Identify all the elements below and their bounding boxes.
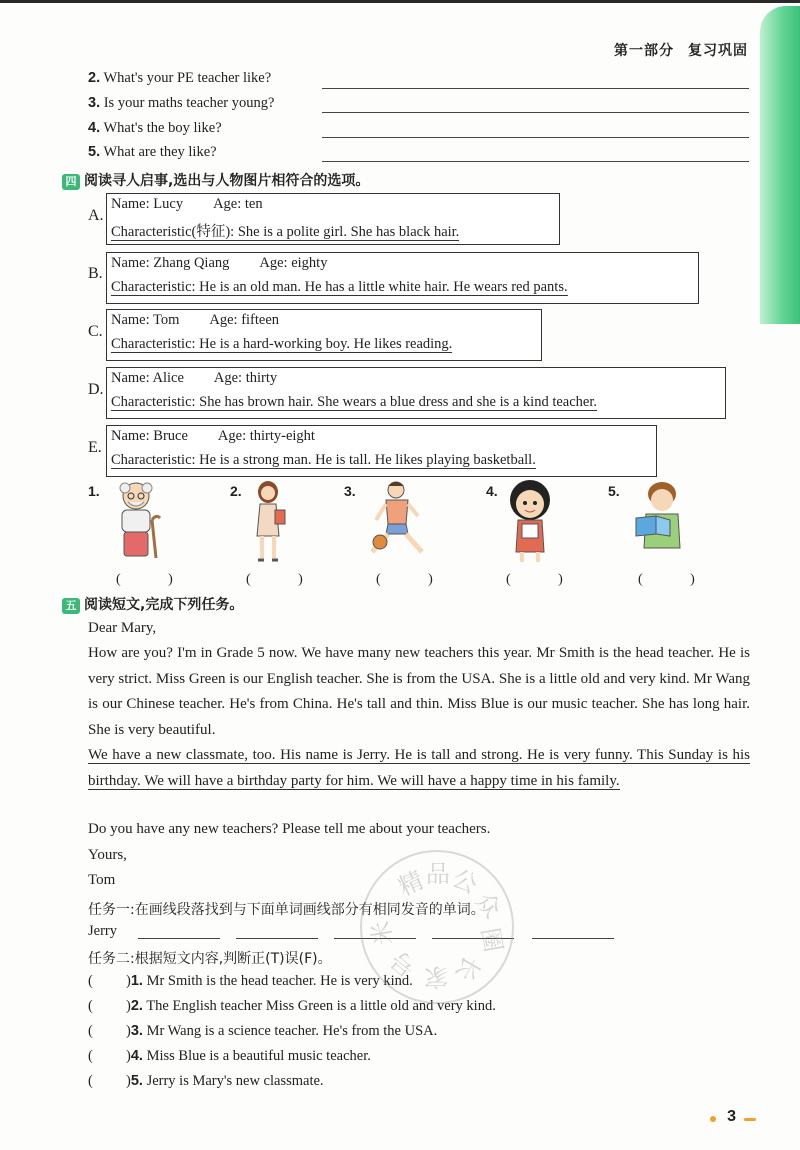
section-header (600, 40, 748, 60)
tf-answer-paren-4[interactable]: ( (88, 1048, 93, 1064)
tf-statement-2: ( )2. The English teacher Miss Green is a little old and very kind. (88, 998, 496, 1014)
question-4: 4. What's the boy like? (88, 120, 222, 136)
task-1-blank-2[interactable] (236, 938, 318, 939)
option-box-c: Name: Tom Age: fifteen Characteristic: He is a hard-working boy. He likes reading. (106, 309, 542, 361)
top-rule (0, 0, 800, 3)
basketball-player-icon (362, 480, 432, 560)
tf-answer-paren-3[interactable]: ( (88, 1023, 93, 1039)
answer-line-4[interactable] (322, 137, 749, 138)
tf-statement-3: ( )3. Mr Wang is a science teacher. He's from the USA. (88, 1023, 438, 1039)
tf-answer-paren-5[interactable]: ( (88, 1073, 93, 1089)
option-letter-a: A. (88, 207, 104, 224)
option-box-b: Name: Zhang Qiang Age: eighty Characteristic: He is an old man. He has a little white hair. He wears red pants. (106, 252, 699, 304)
answer-line-2[interactable] (322, 88, 749, 89)
task-1-blank-5[interactable] (532, 938, 614, 939)
section-badge: 五 (62, 598, 80, 614)
section-badge: 四 (62, 174, 80, 190)
option-letter-b: B. (88, 265, 103, 282)
page-dash-decoration (744, 1118, 756, 1121)
letter-closing: Yours, (88, 847, 127, 863)
tf-statement-5: ( )5. Jerry is Mary's new classmate. (88, 1073, 324, 1089)
question-2: 2. What's your PE teacher like? (88, 70, 272, 86)
task-1-word: Jerry (88, 923, 117, 939)
page-dot-decoration (710, 1116, 716, 1122)
picture-paren-5[interactable]: ( ) (638, 572, 717, 587)
page-number: 3 (727, 1108, 736, 1125)
letter-greeting: Dear Mary, (88, 620, 157, 636)
picture-num-2: 2. (230, 483, 242, 499)
picture-paren-3[interactable]: ( ) (376, 572, 455, 587)
part-title: 复习巩固 (688, 43, 748, 59)
letter-signature: Tom (88, 872, 116, 888)
old-man-icon (108, 480, 168, 562)
woman-teacher-icon (250, 480, 290, 564)
green-side-tab (760, 6, 800, 324)
watermark-stamp: 精 品 公 众 圈 长 家 号 米 (360, 850, 514, 1004)
task-1-blank-1[interactable] (138, 938, 220, 939)
option-letter-c: C. (88, 323, 103, 340)
picture-num-1: 1. (88, 483, 100, 499)
picture-num-4: 4. (486, 483, 498, 499)
picture-num-3: 3. (344, 483, 356, 499)
picture-paren-2[interactable]: ( ) (246, 572, 325, 587)
section-4-title: 四 阅读寻人启事,选出与人物图片相符合的选项。 (62, 170, 369, 190)
option-box-d: Name: Alice Age: thirty Characteristic: She has brown hair. She wears a blue dress and she is a kind teacher. (106, 367, 726, 419)
question-3: 3. Is your maths teacher young? (88, 95, 275, 111)
task-2-instruction: 任务二:根据短文内容,判断正(T)误(F)。 (88, 951, 332, 967)
letter-paragraph-3: Do you have any new teachers? Please tell me about your teachers. (88, 821, 491, 837)
picture-num-5: 5. (608, 483, 620, 499)
picture-paren-1[interactable]: ( ) (116, 572, 195, 587)
letter-paragraph-2: We have a new classmate, too. His name is Jerry. He is tall and strong. He is very funny. This Sunday is his birthday. We will have a birthday party for him. We will have a happy time in his family. (88, 747, 750, 789)
letter-paragraph-1: How are you? I'm in Grade 5 now. We have many new teachers this year. Mr Smith is the head teacher. He is very strict. Miss Green is our English teacher. She is from the USA. She is a little old and very kind. Mr Wang is our Chinese teacher. He's from China. He's tall and thin. Miss Blue is our music teacher. She has long hair. She is very beautiful. (88, 645, 750, 738)
answer-line-3[interactable] (322, 112, 749, 113)
tf-answer-paren-2[interactable]: ( (88, 998, 93, 1014)
picture-paren-4[interactable]: ( ) (506, 572, 585, 587)
option-letter-d: D. (88, 381, 104, 398)
part-label: 第一部分 (614, 43, 674, 59)
tf-statement-1: ( )1. Mr Smith is the head teacher. He is very kind. (88, 973, 413, 989)
answer-line-5[interactable] (322, 161, 749, 162)
girl-icon (502, 480, 558, 564)
option-box-e: Name: Bruce Age: thirty-eight Characteristic: He is a strong man. He is tall. He likes playing basketball. (106, 425, 657, 477)
option-box-a: Name: Lucy Age: ten Characteristic(特征): She is a polite girl. She has black hair. (106, 193, 560, 245)
task-1-instruction: 任务一:在画线段落找到与下面单词画线部分有相同发音的单词。 (88, 902, 485, 918)
tf-statement-4: ( )4. Miss Blue is a beautiful music teacher. (88, 1048, 371, 1064)
question-5: 5. What are they like? (88, 144, 217, 160)
section-5-title: 五 阅读短文,完成下列任务。 (62, 594, 243, 614)
tf-answer-paren-1[interactable]: ( (88, 973, 93, 989)
option-letter-e: E. (88, 439, 102, 456)
boy-reading-icon (630, 480, 690, 552)
